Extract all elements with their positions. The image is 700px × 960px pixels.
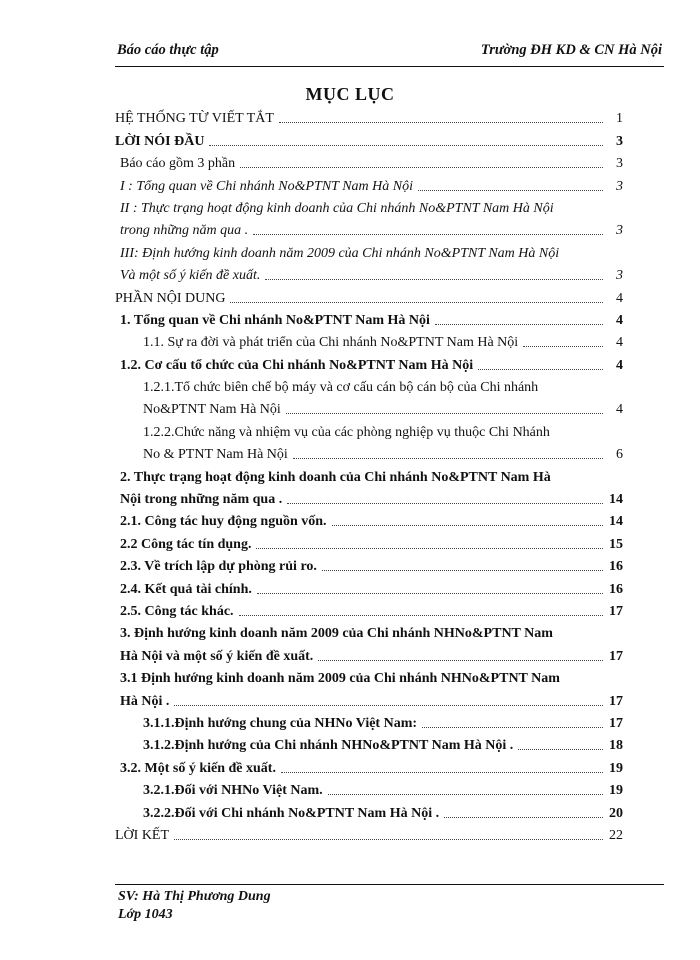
toc-entry[interactable] bbox=[115, 599, 623, 621]
toc-entry[interactable] bbox=[115, 666, 623, 688]
toc-page: 3 bbox=[616, 156, 623, 172]
toc-entry[interactable] bbox=[115, 352, 623, 374]
toc-label: Và một số ý kiến đề xuất. bbox=[120, 268, 261, 284]
toc-label: 3.2.2.Đối với Chi nhánh No&PTNT Nam Hà Nội . bbox=[143, 805, 440, 821]
header-report-title: Báo cáo thực tập bbox=[117, 42, 219, 58]
toc-page: 3 bbox=[616, 268, 623, 284]
toc-page: 3 bbox=[616, 223, 623, 239]
toc-label: HỆ THỐNG TỪ VIẾT TẮT bbox=[115, 111, 274, 127]
toc-entry[interactable] bbox=[115, 285, 623, 307]
toc-entry[interactable] bbox=[115, 240, 623, 262]
toc-entry[interactable] bbox=[115, 308, 623, 330]
toc-page: 17 bbox=[609, 603, 623, 619]
toc-label: 2.2 Công tác tín dụng. bbox=[120, 536, 252, 552]
toc-page: 4 bbox=[616, 357, 623, 373]
toc-page: 19 bbox=[609, 783, 623, 799]
toc-entry[interactable] bbox=[115, 419, 623, 441]
toc-page: 1 bbox=[616, 111, 623, 127]
toc-label: 2.4. Kết quả tài chính. bbox=[120, 581, 252, 597]
toc-entry[interactable] bbox=[115, 733, 623, 755]
toc-label: II : Thực trạng hoạt động kinh doanh của Chi nhánh No&PTNT Nam Hà Nội bbox=[120, 200, 554, 216]
toc-entry[interactable] bbox=[115, 778, 623, 800]
toc-label: Hà Nội . bbox=[120, 693, 170, 709]
toc-entry[interactable] bbox=[115, 173, 623, 195]
toc-page: 17 bbox=[609, 715, 623, 731]
toc-label: 3.2. Một số ý kiến đề xuất. bbox=[120, 760, 276, 776]
page-header bbox=[115, 38, 664, 67]
toc-entry[interactable] bbox=[115, 128, 623, 150]
toc-label: LỜI NÓI ĐẦU bbox=[115, 133, 205, 149]
toc-label: 1.2. Cơ cấu tổ chức của Chi nhánh No&PTNT Nam Hà Nội bbox=[120, 357, 474, 373]
toc-entry[interactable] bbox=[115, 711, 623, 733]
toc-entry[interactable] bbox=[115, 755, 623, 777]
toc-page: 19 bbox=[609, 760, 623, 776]
toc-entry[interactable] bbox=[115, 196, 623, 218]
toc-page: 4 bbox=[616, 290, 623, 306]
toc-label: 3. Định hướng kinh doanh năm 2009 của Chi nhánh NHNo&PTNT Nam bbox=[120, 626, 553, 642]
toc-page: 3 bbox=[616, 133, 623, 149]
toc-entry[interactable] bbox=[115, 688, 623, 710]
toc-entry[interactable] bbox=[115, 330, 623, 352]
toc-page: 4 bbox=[616, 402, 623, 418]
toc-page: 16 bbox=[609, 581, 623, 597]
toc-page: 3 bbox=[616, 178, 623, 194]
toc-page: 15 bbox=[609, 536, 623, 552]
toc-label: 3.1.1.Định hướng chung của NHNo Việt Nam: bbox=[143, 715, 418, 731]
toc-entry[interactable] bbox=[115, 509, 623, 531]
toc-label: LỜI KẾT bbox=[115, 827, 170, 843]
table-of-contents bbox=[115, 106, 623, 845]
toc-label: No & PTNT Nam Hà Nội bbox=[143, 447, 288, 463]
page-footer bbox=[118, 888, 271, 924]
toc-label: 2.1. Công tác huy động nguồn vốn. bbox=[120, 514, 327, 530]
toc-entry[interactable] bbox=[115, 554, 623, 576]
toc-entry[interactable] bbox=[115, 397, 623, 419]
toc-page: 4 bbox=[616, 312, 623, 328]
toc-label: I : Tổng quan về Chi nhánh No&PTNT Nam Hà Nội bbox=[120, 178, 413, 194]
toc-page: 16 bbox=[609, 559, 623, 575]
toc-entry[interactable] bbox=[115, 106, 623, 128]
toc-label: 1.2.1.Tổ chức biên chế bộ máy và cơ cấu cán bộ cán bộ của Chi nhánh bbox=[143, 380, 539, 396]
toc-label: 3.1.2.Định hướng của Chi nhánh NHNo&PTNT Nam Hà Nội . bbox=[143, 738, 514, 754]
toc-label: 2.5. Công tác khác. bbox=[120, 603, 234, 619]
toc-label: Hà Nội và một số ý kiến đề xuất. bbox=[120, 648, 314, 664]
toc-entry[interactable] bbox=[115, 464, 623, 486]
toc-entry[interactable] bbox=[115, 487, 623, 509]
toc-page: 14 bbox=[609, 514, 623, 530]
toc-label: 2.3. Về trích lập dự phòng rủi ro. bbox=[120, 559, 317, 575]
toc-entry[interactable] bbox=[115, 531, 623, 553]
toc-entry[interactable] bbox=[115, 442, 623, 464]
toc-entry[interactable] bbox=[115, 218, 623, 240]
toc-label: 1.2.2.Chức năng và nhiệm vụ của các phòng nghiệp vụ thuộc Chi Nhánh bbox=[143, 424, 550, 440]
toc-label: Nội trong những năm qua . bbox=[120, 492, 283, 508]
toc-page: 14 bbox=[609, 492, 623, 508]
toc-entry[interactable] bbox=[115, 576, 623, 598]
toc-label: No&PTNT Nam Hà Nội bbox=[143, 402, 281, 418]
toc-entry[interactable] bbox=[115, 375, 623, 397]
toc-entry[interactable] bbox=[115, 823, 623, 845]
toc-page: 4 bbox=[616, 335, 623, 351]
toc-entry[interactable] bbox=[115, 800, 623, 822]
footer-student: SV: Hà Thị Phương Dung bbox=[118, 889, 271, 904]
toc-label: III: Định hướng kinh doanh năm 2009 của Chi nhánh No&PTNT Nam Hà Nội bbox=[120, 245, 560, 261]
toc-entry[interactable] bbox=[115, 621, 623, 643]
toc-label: 3.2.1.Đối với NHNo Việt Nam. bbox=[143, 783, 323, 799]
toc-label: PHẦN NỘI DUNG bbox=[115, 290, 226, 306]
toc-label: Báo cáo gồm 3 phần bbox=[120, 156, 236, 172]
footer-divider bbox=[115, 884, 664, 885]
header-university: Trường ĐH KD & CN Hà Nội bbox=[480, 42, 662, 58]
toc-label: 1.1. Sự ra đời và phát triển của Chi nhánh No&PTNT Nam Hà Nội bbox=[143, 335, 519, 351]
page-title: MỤC LỤC bbox=[305, 84, 395, 104]
toc-page: 17 bbox=[609, 693, 623, 709]
toc-entry[interactable] bbox=[115, 263, 623, 285]
toc-page: 6 bbox=[616, 447, 623, 463]
toc-page: 18 bbox=[609, 738, 623, 754]
toc-entry[interactable] bbox=[115, 643, 623, 665]
toc-label: 2. Thực trạng hoạt động kinh doanh của Chi nhánh No&PTNT Nam Hà bbox=[120, 469, 551, 485]
toc-entry[interactable] bbox=[115, 151, 623, 173]
footer-class: Lớp 1043 bbox=[118, 907, 173, 922]
toc-page: 20 bbox=[609, 805, 623, 821]
toc-page: 17 bbox=[609, 648, 623, 664]
toc-label: 3.1 Định hướng kinh doanh năm 2009 của Chi nhánh NHNo&PTNT Nam bbox=[120, 671, 560, 687]
toc-page: 22 bbox=[609, 827, 623, 843]
toc-label: 1. Tổng quan về Chi nhánh No&PTNT Nam Hà Nội bbox=[120, 312, 430, 328]
toc-label: trong những năm qua . bbox=[120, 223, 249, 239]
